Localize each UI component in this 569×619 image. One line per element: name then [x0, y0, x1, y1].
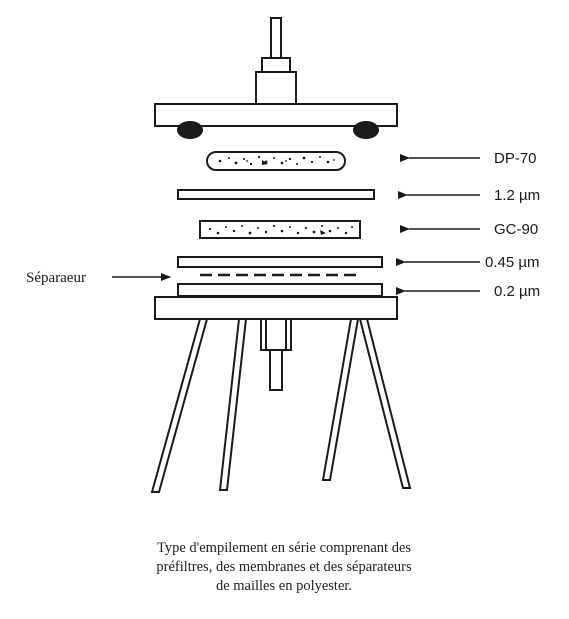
label-dp70: DP-70 — [494, 150, 537, 167]
membrane-0-45um — [178, 257, 382, 267]
label-gc90: GC-90 — [494, 221, 539, 238]
membrane-0-2um — [178, 284, 382, 296]
figure-caption — [84, 539, 484, 596]
inlet-stem — [256, 18, 296, 104]
leg-mid-right — [323, 319, 358, 480]
caption-line-3: de mailles en polyester. — [215, 578, 353, 594]
caption-line-2: préfiltres, des membranes et des séparateurs — [156, 559, 412, 575]
leg-left — [152, 319, 207, 492]
prefilter-gc90 — [200, 221, 360, 238]
outlet-stem — [261, 319, 291, 390]
bottom-housing-plate — [155, 297, 397, 319]
top-plate-foot-right — [354, 122, 378, 138]
top-plate-foot-left — [178, 122, 202, 138]
leg-mid-left — [220, 319, 246, 490]
label-1-2um: 1.2 µm — [494, 187, 541, 204]
label-0-45um: 0.45 µm — [485, 254, 540, 271]
top-housing-plate — [155, 104, 397, 138]
prefilter-dp70 — [207, 152, 345, 170]
caption-line-1: Type d'empilement en série comprenant des — [156, 540, 412, 556]
label-0-2um: 0.2 µm — [494, 283, 541, 300]
label-separateur: Séparaeur — [26, 270, 86, 286]
leg-right — [360, 319, 410, 488]
membrane-1-2um — [178, 190, 374, 199]
